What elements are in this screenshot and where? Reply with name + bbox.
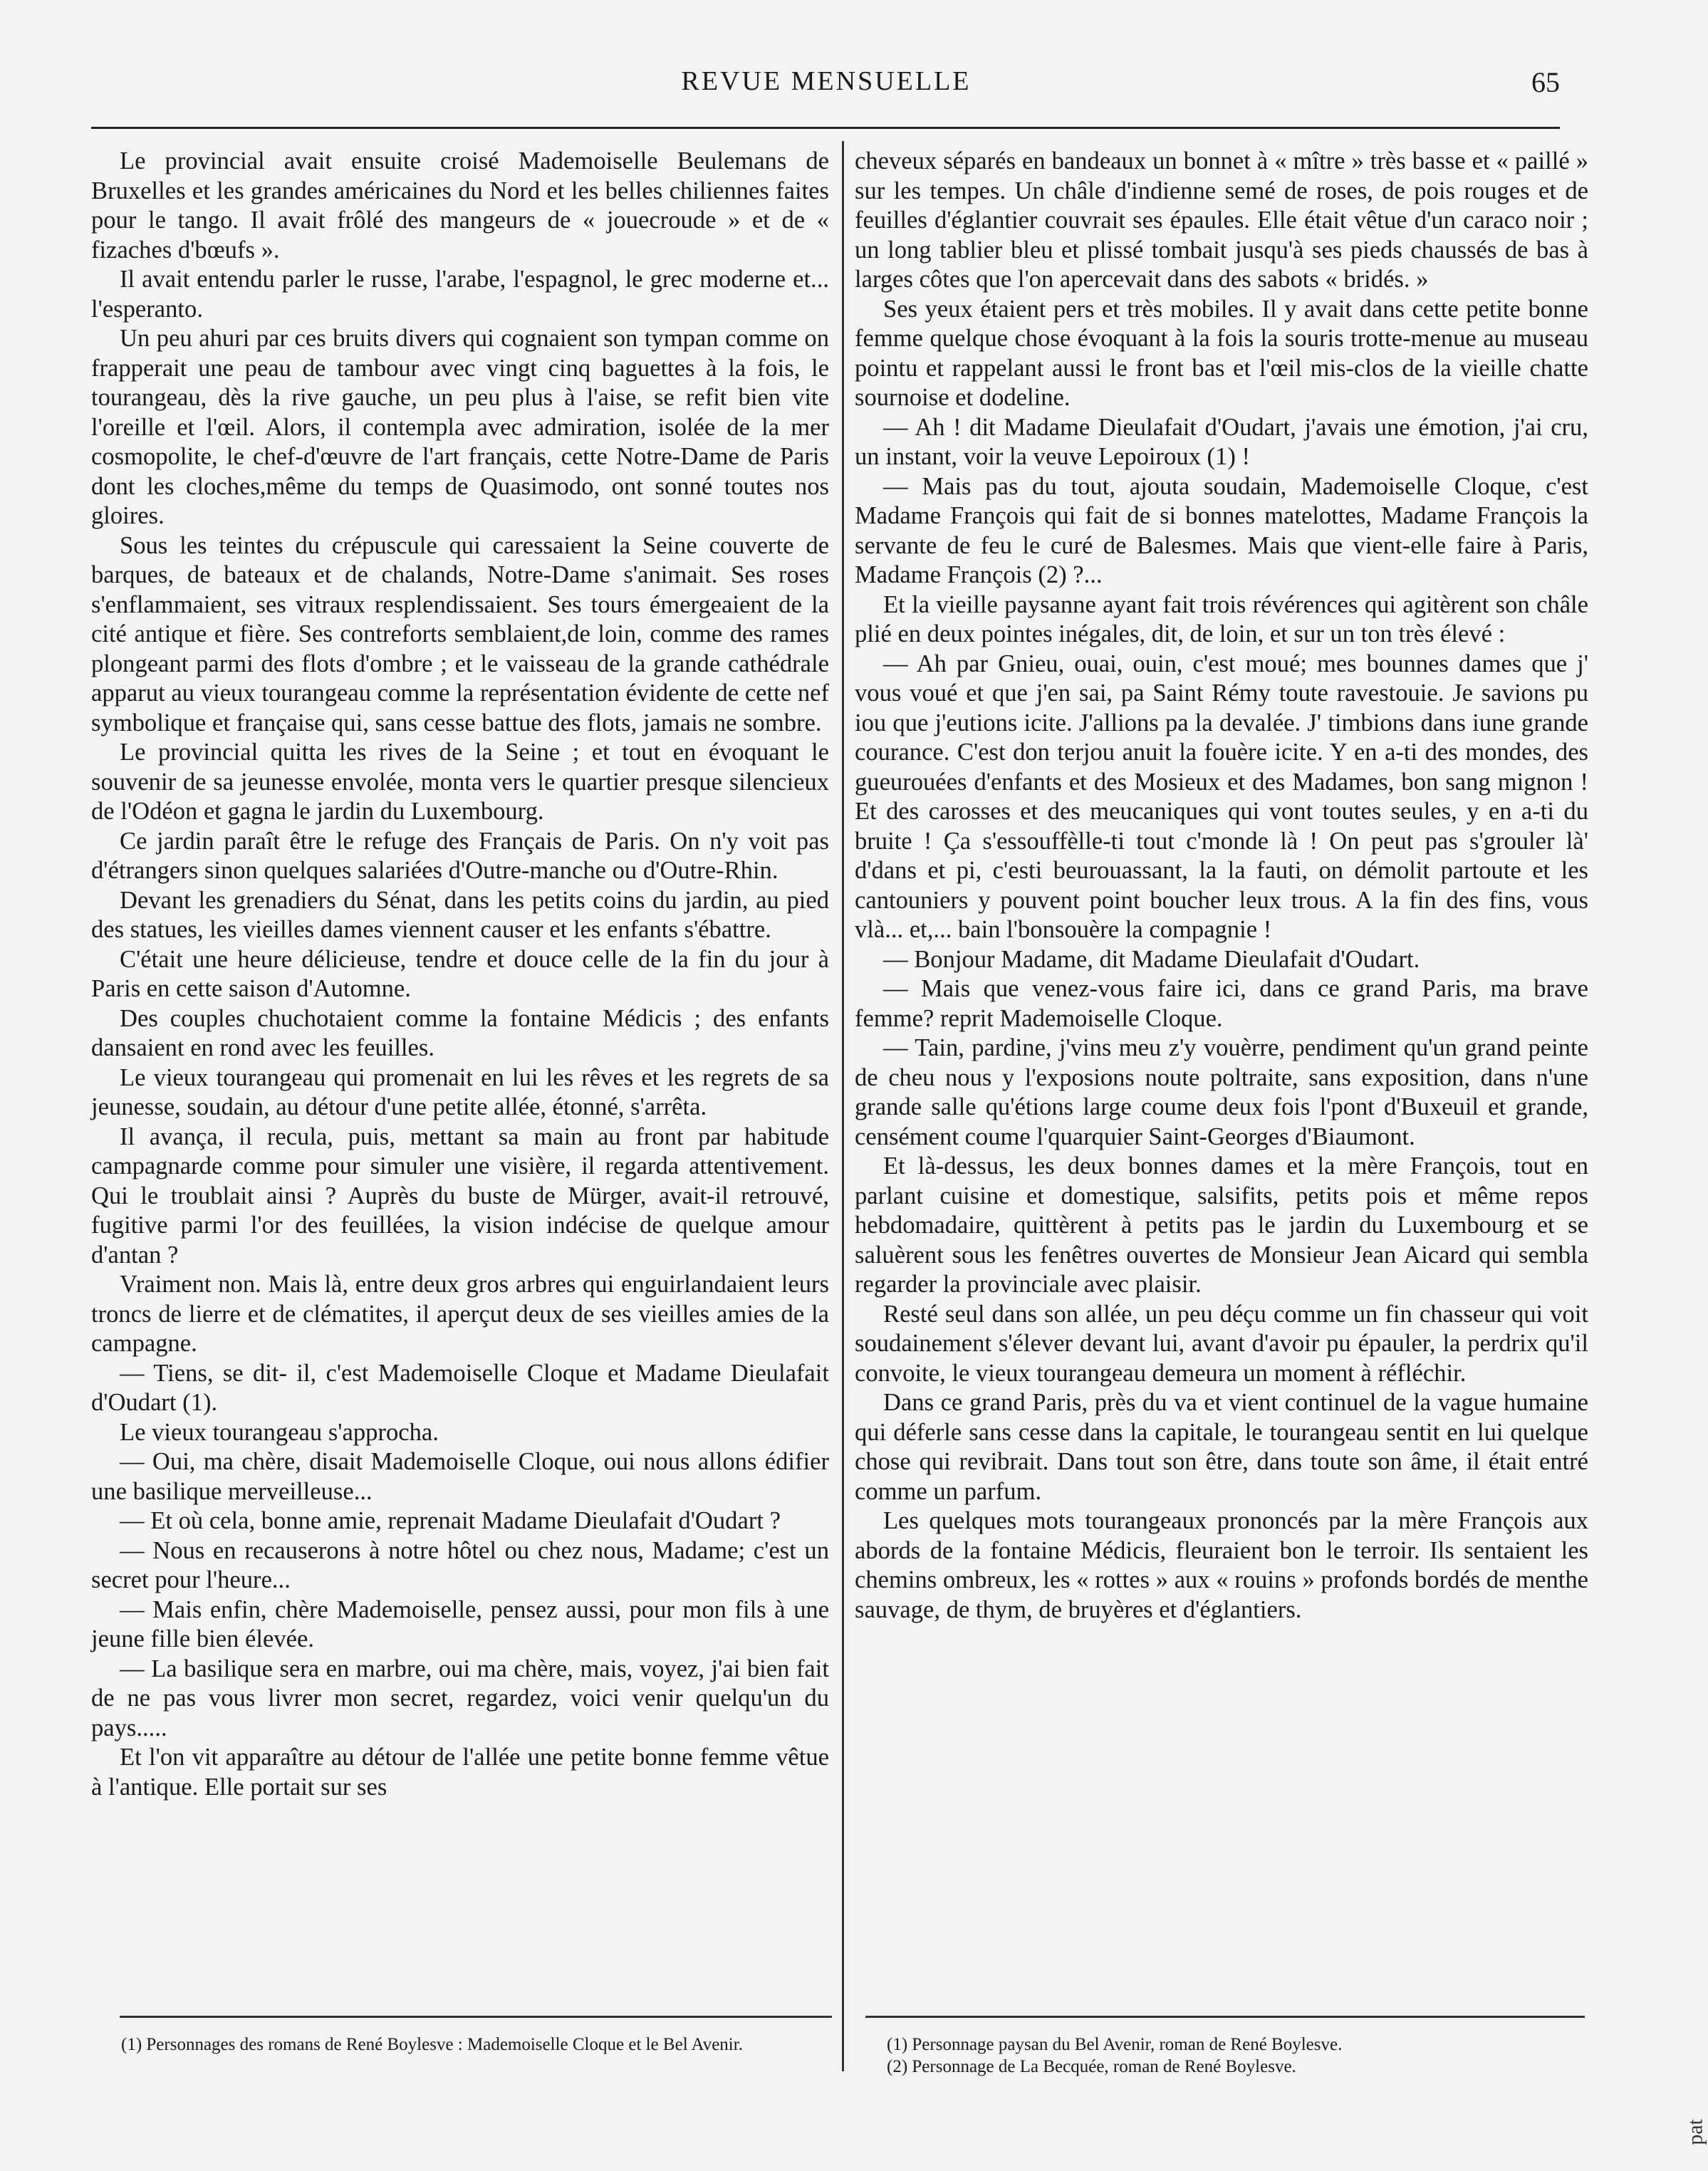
- running-title: REVUE MENSUELLE: [681, 66, 972, 96]
- paragraph: Un peu ahuri par ces bruits divers qui cognaient son tympan comme on frapperait une peau de tambour avec vingt cinq baguettes à la fois, le tourangeau, dès la rive gauche, un peu plus à l'aise, se refit bien vite l'oreille et l'œil. Alors, il contempla avec admiration, isolée de la mer cosmopolite, le chef-d'œuvre de l'art français, cette Notre-Dame de Paris dont les cloches,même du temps de Quasimodo, ont sonné toutes nos gloires.: [91, 325, 829, 529]
- paragraph: — Bonjour Madame, dit Madame Dieulafait d'Oudart.: [883, 945, 1420, 973]
- paragraph: Il avait entendu parler le russe, l'arabe, l'espagnol, le grec moderne et... l'esperanto.: [91, 266, 829, 323]
- header-rule: [91, 127, 1560, 129]
- margin-fragment: pat: [1684, 2119, 1707, 2145]
- paragraph: Le provincial avait ensuite croisé Mademoiselle Beulemans de Bruxelles et les grandes américaines du Nord et les belles chiliennes faites pour le tango. Il avait frôlé des mangeurs de « jouecroude » et de « fizaches d'bœufs ».: [91, 147, 829, 264]
- paragraph: Ses yeux étaient pers et très mobiles. Il y avait dans cette petite bonne femme quelque chose évoquant à la fois la souris trotte-menue au museau pointu et rappelant aussi le front bas et l'œil mis-clos de la vieille chatte sournoise et dodeline.: [855, 295, 1588, 411]
- footnotes-right: [887, 2034, 1585, 2078]
- paragraph: — Ah ! dit Madame Dieulafait d'Oudart, j'avais une émotion, j'ai cru, un instant, voir la veuve Lepoiroux (1) !: [855, 413, 1588, 470]
- paragraph: Ce jardin paraît être le refuge des Français de Paris. On n'y voit pas d'étrangers sinon quelques salariées d'Outre-manche ou d'Outre-Rhin.: [91, 827, 829, 884]
- paragraph: — Ah par Gnieu, ouai, ouin, c'est moué; mes bounnes dames que j' vous voué et que j'en sai, pa Saint Rémy toute ravestouie. Je savions pu iou que j'eutions icite. J'allions pa la devalée. J' timbions dans iune grande courance. C'est don terjou anuit la fouère icite. Y en a-ti des mondes, des gueurouées d'enfants et des Mosieux et des Madames, bon sang mignon ! Et des carosses et des meucaniques qui vont toutes seules, y en a-ti du bruite ! Ça s'essouffèlle-ti tout c'monde là ! On peut pas s'grouler là' d'dans et pi, c'esti beurouassant, la la fauti, on démolit partoute et les cantouniers y pouvent point boucher leux trous. A la fin des fins, vous vlà... et,... bain l'bonsouère la compagnie !: [855, 650, 1588, 943]
- page-number: 65: [1531, 66, 1560, 98]
- paragraph: Resté seul dans son allée, un peu déçu comme un fin chasseur qui voit soudainement s'élever devant lui, avant d'avoir pu épauler, la perdrix qu'il convoite, le vieux tourangeau demeura un moment à réfléchir.: [855, 1300, 1588, 1387]
- footnote-rule-left: [120, 2016, 832, 2018]
- footnote: (1) Personnage paysan du Bel Avenir, roman de René Boylesve.: [887, 2035, 1343, 2054]
- footnote-rule-right: [865, 2016, 1585, 2018]
- paragraph: — Nous en recauserons à notre hôtel ou chez nous, Madame; c'est un secret pour l'heure...: [91, 1536, 829, 1593]
- paragraph: Le vieux tourangeau qui promenait en lui les rêves et les regrets de sa jeunesse, soudain, au détour d'une petite allée, étonné, s'arrêta.: [91, 1063, 829, 1120]
- paragraph: — Et où cela, bonne amie, reprenait Madame Dieulafait d'Oudart ?: [120, 1507, 781, 1534]
- paragraph: — Tain, pardine, j'vins meu z'y vouèrre, pendiment qu'un grand peinte de cheu nous y l'exposions noute poltraite, sans exposition, dans n'une grande salle qu'étions large coume deux fois l'pont d'Buxeuil et grande, censément coume l'quarquier Saint-Georges d'Biaumont.: [855, 1034, 1588, 1150]
- paragraph: — Mais enfin, chère Mademoiselle, pensez aussi, pour mon fils à une jeune fille bien élevée.: [91, 1595, 829, 1652]
- running-head: [93, 66, 1560, 101]
- paragraph: Et la vieille paysanne ayant fait trois révérences qui agitèrent son châle plié en deux pointes inégales, dit, de loin, et sur un ton très élevé :: [855, 590, 1588, 647]
- paragraph: cheveux séparés en bandeaux un bonnet à « mître » très basse et « paillé » sur les tempes. Un châle d'indienne semé de roses, de pois rouges et de feuilles d'églantier couvrait ses épaules. Elle était vêtue d'un caraco noir ; un long tablier bleu et plissé tombait jusqu'à ses pieds chaussés de bas à larges côtes que l'on apercevait dans des sabots « bridés. »: [855, 147, 1588, 293]
- paragraph: — Oui, ma chère, disait Mademoiselle Cloque, oui nous allons édifier une basilique merveilleuse...: [91, 1448, 829, 1505]
- paragraph: Dans ce grand Paris, près du va et vient continuel de la vague humaine qui déferle sans cesse dans la capitale, le tourangeau sentit en lui quelque chose qui revibrait. Dans tout son être, dans toute son âme, il était entré comme un parfum.: [855, 1389, 1588, 1505]
- paragraph: — Tiens, se dit- il, c'est Mademoiselle Cloque et Madame Dieulafait d'Oudart (1).: [91, 1359, 829, 1416]
- paragraph: Il avança, il recula, puis, mettant sa main au front par habitude campagnarde comme pour simuler une visière, il regarda attentivement. Qui le troublait ainsi ? Auprès du buste de Mürger, avait-il retrouvé, fugitive parmi l'or des feuillées, la vision indécise de quelque amour d'antan ?: [91, 1123, 829, 1269]
- paragraph: Le vieux tourangeau s'approcha.: [120, 1418, 439, 1446]
- paragraph: Des couples chuchotaient comme la fontaine Médicis ; des enfants dansaient en rond avec les feuilles.: [91, 1004, 829, 1061]
- paragraph: C'était une heure délicieuse, tendre et douce celle de la fin du jour à Paris en cette saison d'Automne.: [91, 945, 829, 1002]
- paragraph: Le provincial quitta les rives de la Seine ; et tout en évoquant le souvenir de sa jeunesse envolée, monta vers le quartier presque silencieux de l'Odéon et gagna le jardin du Luxembourg.: [91, 739, 829, 825]
- paragraph: — Mais pas du tout, ajouta soudain, Mademoiselle Cloque, c'est Madame François qui fait de si bonnes matelottes, Madame François la servante de feu le curé de Balesmes. Mais que vient-elle faire à Paris, Madame François (2) ?...: [855, 472, 1588, 588]
- footnotes-left: [121, 2034, 833, 2056]
- footnote: (2) Personnage de La Becquée, roman de René Boylesve.: [887, 2057, 1296, 2076]
- right-column: [855, 147, 1588, 1625]
- paragraph: — Mais que venez-vous faire ici, dans ce grand Paris, ma brave femme? reprit Mademoiselle Cloque.: [855, 975, 1588, 1032]
- paragraph: Les quelques mots tourangeaux prononcés par la mère François aux abords de la fontaine Médicis, fleuraient bon le terroir. Ils sentaient les chemins ombreux, les « rottes » aux « rouins » profonds bordés de menthe sauvage, de thym, de bruyères et d'églantiers.: [855, 1507, 1588, 1623]
- paragraph: Sous les teintes du crépuscule qui caressaient la Seine couverte de barques, de bateaux et de chalands, Notre-Dame s'animait. Ses roses s'enflammaient, ses vitraux resplendissaient. Ses tours émergeaient de la cité antique et fière. Ses contreforts semblaient,de loin, comme des rames plongeant parmi des flots d'ombre ; et le vaisseau de la grande cathédrale apparut au vieux tourangeau comme la représentation évidente de cette nef symbolique et française qui, sans cesse battue des flots, jamais ne sombre.: [91, 531, 829, 736]
- paragraph: — La basilique sera en marbre, oui ma chère, mais, voyez, j'ai bien fait de ne pas vous livrer mon secret, regardez, voici venir quelqu'un du pays.....: [91, 1655, 829, 1742]
- paragraph: Vraiment non. Mais là, entre deux gros arbres qui enguirlandaient leurs troncs de lierre et de clématites, il aperçut deux de ses vieilles amies de la campagne.: [91, 1271, 829, 1357]
- paragraph: Devant les grenadiers du Sénat, dans les petits coins du jardin, au pied des statues, les vieilles dames viennent causer et les enfants s'ébattre.: [91, 886, 829, 943]
- footnote: (1) Personnages des romans de René Boylesve : Mademoiselle Cloque et le Bel Avenir.: [121, 2035, 743, 2054]
- column-divider: [842, 141, 844, 2071]
- paragraph: Et l'on vit apparaître au détour de l'allée une petite bonne femme vêtue à l'antique. Elle portait sur ses: [91, 1744, 829, 1801]
- left-column: [91, 147, 829, 1802]
- paragraph: Et là-dessus, les deux bonnes dames et la mère François, tout en parlant cuisine et domestique, salsifits, petits pois et même repos hebdomadaire, quittèrent à petits pas le jardin du Luxembourg et se saluèrent sous les fenêtres ouvertes de Monsieur Jean Aicard qui sembla regarder la provinciale avec plaisir.: [855, 1152, 1588, 1298]
